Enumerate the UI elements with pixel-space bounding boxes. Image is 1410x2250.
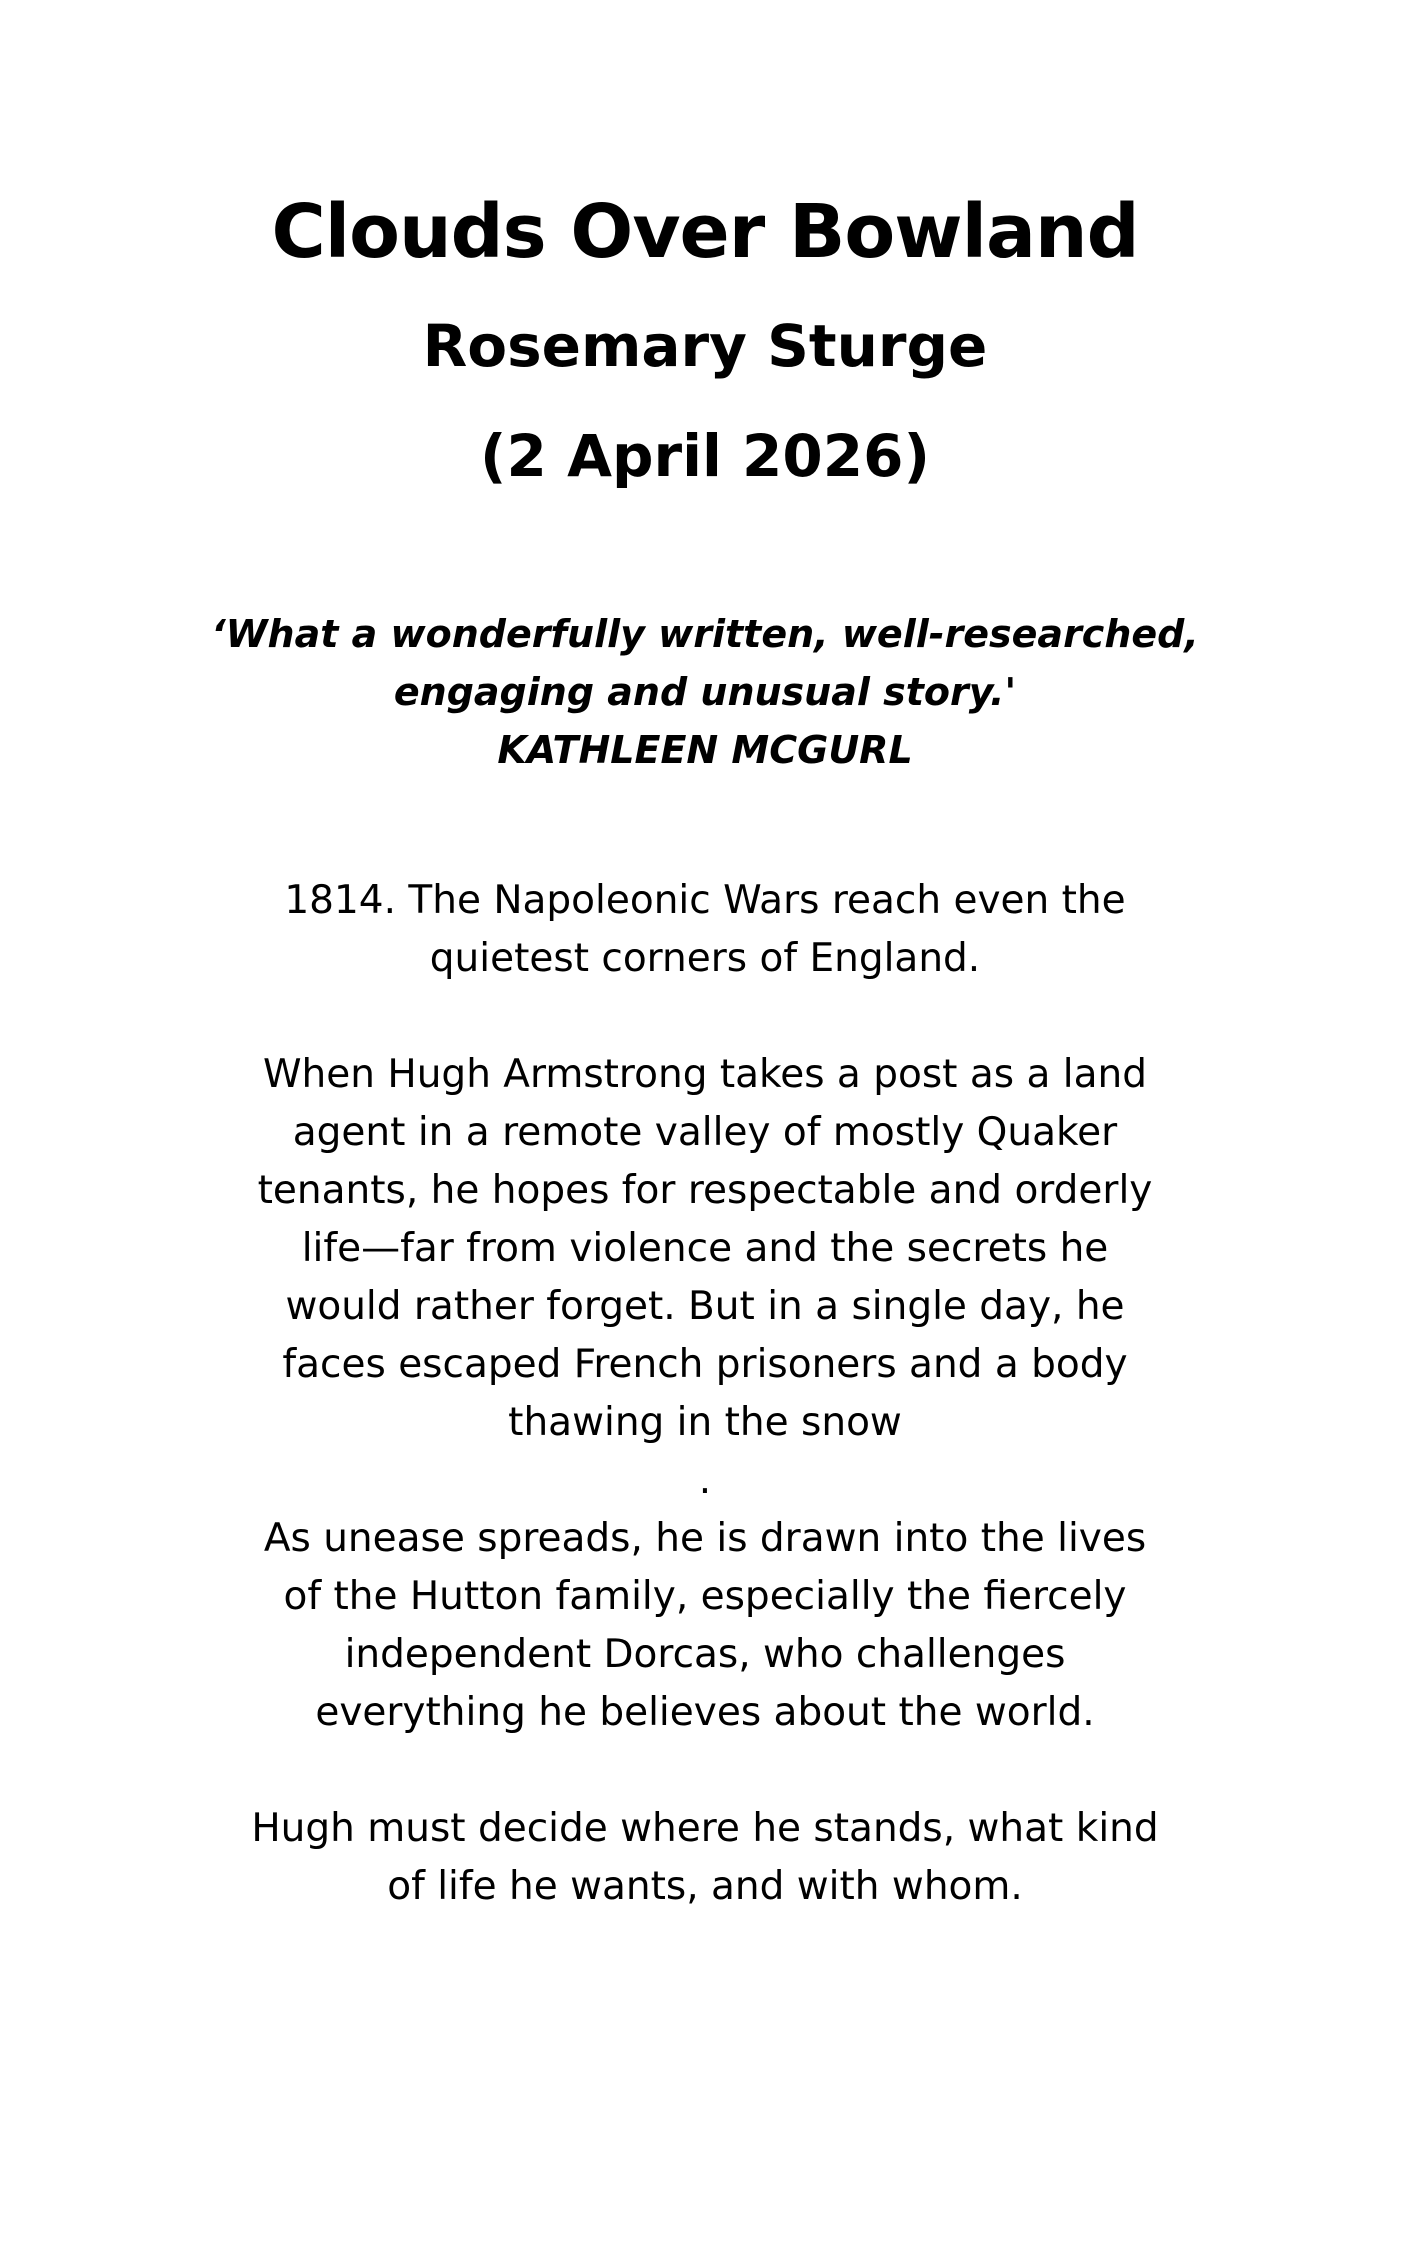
quote-line: engaging and unusual story.' <box>393 670 1017 714</box>
publication-date: (2 April 2026) <box>480 422 930 490</box>
blurb-line: tenants, he hopes for respectable and orderly <box>257 1168 1153 1213</box>
blurb-line: life—far from violence and the secrets he <box>301 1226 1109 1271</box>
blurb-paragraph-4 <box>0 1800 1410 1916</box>
blurb-line: independent Dorcas, who challenges <box>344 1632 1066 1677</box>
blurb-paragraph-1 <box>0 872 1410 988</box>
paragraph-spacer <box>0 1742 1410 1800</box>
blurb-line: agent in a remote valley of mostly Quaker <box>292 1110 1118 1155</box>
paragraph-spacer <box>0 988 1410 1046</box>
blurb-line: As unease spreads, he is drawn into the lives <box>263 1516 1147 1561</box>
blurb-line: . <box>698 1458 712 1503</box>
blurb-paragraph-3 <box>0 1510 1410 1742</box>
blurb-line: faces escaped French prisoners and a body <box>282 1342 1128 1387</box>
blurb-paragraph-2 <box>0 1046 1410 1510</box>
blurb-line: thawing in the snow <box>508 1400 902 1445</box>
review-quote <box>0 605 1410 779</box>
blurb-line: of life he wants, and with whom. <box>387 1864 1023 1909</box>
blurb-line: quietest corners of England. <box>429 936 981 981</box>
author-name: Rosemary Sturge <box>422 312 988 380</box>
quote-attribution: KATHLEEN MCGURL <box>497 728 913 772</box>
blurb-line: 1814. The Napoleonic Wars reach even the <box>284 878 1126 923</box>
book-blurb <box>0 872 1410 1916</box>
book-title: Clouds Over Bowland <box>271 189 1139 275</box>
blurb-line: Hugh must decide where he stands, what kind <box>251 1806 1159 1851</box>
blurb-line: would rather forget. But in a single day, he <box>285 1284 1125 1329</box>
blurb-line: everything he believes about the world. <box>315 1690 1095 1735</box>
blurb-line: When Hugh Armstrong takes a post as a land <box>263 1052 1147 1097</box>
quote-line: ‘What a wonderfully written, well-researched, <box>211 612 1199 656</box>
blurb-line: of the Hutton family, especially the fiercely <box>283 1574 1127 1619</box>
